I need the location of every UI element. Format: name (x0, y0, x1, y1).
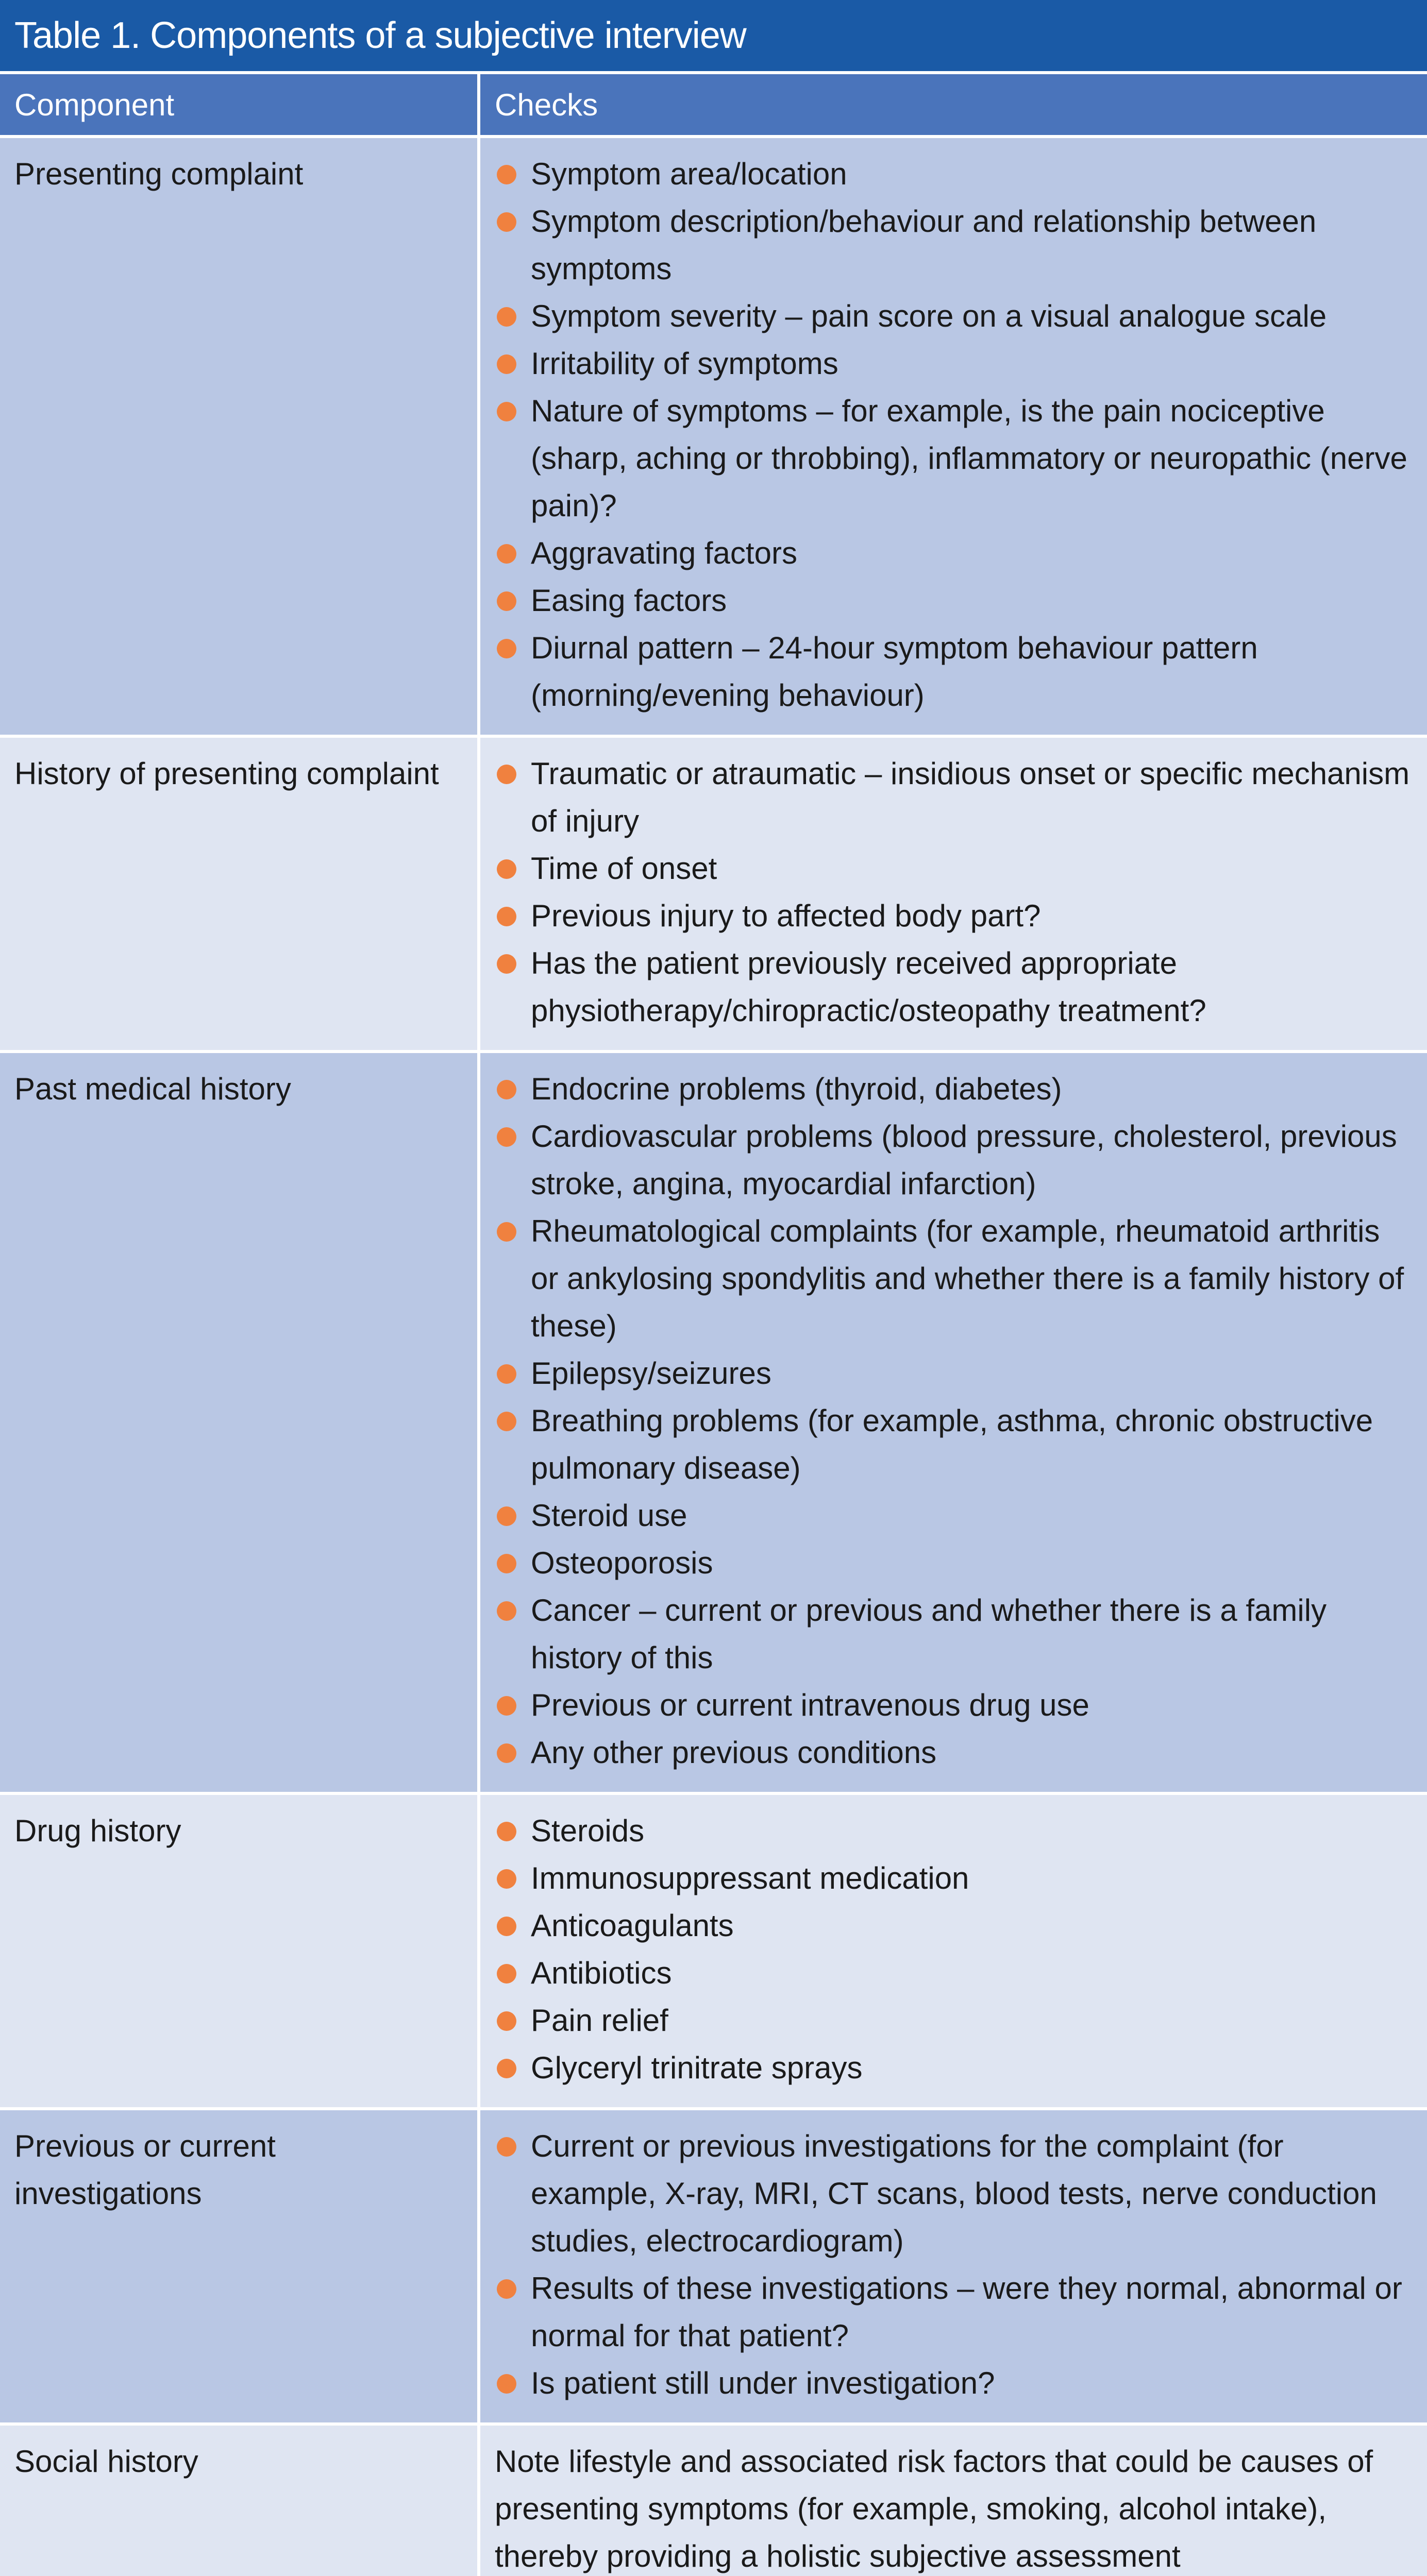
bullet-dot-icon (497, 1822, 516, 1841)
check-item-text: Symptom area/location (531, 157, 847, 191)
check-item (495, 2044, 1413, 2092)
checks-cell (477, 2426, 1427, 2576)
component-cell: Drug history (14, 1814, 181, 1848)
check-item (495, 150, 1413, 198)
bullet-dot-icon (497, 907, 516, 926)
bullet-dot-icon (497, 2011, 516, 2031)
check-item (495, 2360, 1413, 2407)
check-item (495, 1397, 1413, 1492)
checks-cell (477, 1795, 1427, 2107)
check-item-text: Symptom severity – pain score on a visual analogue scale (531, 299, 1327, 333)
bullet-dot-icon (497, 2374, 516, 2394)
check-item-text: Epilepsy/seizures (531, 1356, 771, 1391)
check-item-text: Time of onset (531, 851, 717, 886)
check-item (495, 340, 1413, 387)
check-item (495, 577, 1413, 624)
table-title: Table 1. Components of a subjective interview (0, 0, 1427, 71)
check-item (495, 2265, 1413, 2360)
check-item (495, 1950, 1413, 1997)
check-item (495, 2123, 1413, 2265)
bullet-dot-icon (497, 212, 516, 232)
check-item (495, 1492, 1413, 1539)
table-row (0, 2422, 1427, 2576)
check-item (495, 845, 1413, 892)
bullet-dot-icon (497, 544, 516, 564)
check-item (495, 1997, 1413, 2044)
table-body (0, 135, 1427, 2576)
check-item-text: Diurnal pattern – 24-hour symptom behaviour pattern (morning/evening behaviour) (531, 631, 1258, 713)
check-item-text: Traumatic or atraumatic – insidious onset or specific mechanism of injury (531, 756, 1410, 838)
bullet-dot-icon (497, 859, 516, 879)
check-item-text: Immunosuppressant medication (531, 1861, 969, 1895)
check-item (495, 750, 1413, 845)
header-component: Component (14, 87, 175, 122)
check-item-text: Endocrine problems (thyroid, diabetes) (531, 1072, 1062, 1106)
check-item-text: Antibiotics (531, 1956, 672, 1990)
checks-list (495, 150, 1413, 719)
check-item-text: Results of these investigations – were they normal, abnormal or normal for that patient? (531, 2271, 1402, 2353)
bullet-dot-icon (497, 1412, 516, 1431)
check-item (495, 624, 1413, 719)
check-item-text: Cancer – current or previous and whether there is a family history of this (531, 1593, 1327, 1675)
checks-list (495, 2123, 1413, 2407)
bullet-dot-icon (497, 307, 516, 327)
table-row (0, 1050, 1427, 1792)
header-checks: Checks (477, 74, 1427, 135)
check-item-text: Aggravating factors (531, 536, 797, 570)
table-row (0, 1792, 1427, 2107)
check-item (495, 892, 1413, 940)
bullet-dot-icon (497, 1506, 516, 1526)
check-item-text: Irritability of symptoms (531, 346, 838, 381)
check-item-text: Previous or current intravenous drug use (531, 1688, 1089, 1722)
component-cell: Previous or current investigations (14, 2129, 276, 2211)
bullet-dot-icon (497, 591, 516, 611)
check-item (495, 1729, 1413, 1776)
check-item (495, 1208, 1413, 1350)
table-row (0, 735, 1427, 1050)
bullet-dot-icon (497, 1222, 516, 1242)
check-item (495, 387, 1413, 530)
check-item (495, 1807, 1413, 1855)
check-item-text: Has the patient previously received appropriate physiotherapy/chiropractic/osteopathy treatment? (531, 946, 1206, 1028)
check-item (495, 1539, 1413, 1587)
check-item-text: Steroids (531, 1814, 645, 1848)
check-item-text: Osteoporosis (531, 1546, 713, 1580)
check-item-text: Symptom description/behaviour and relationship between symptoms (531, 204, 1317, 286)
checks-cell (477, 1053, 1427, 1792)
check-item-text: Steroid use (531, 1498, 687, 1533)
bullet-dot-icon (497, 765, 516, 784)
check-item (495, 1682, 1413, 1729)
components-table (0, 74, 1427, 2576)
check-item-text: Pain relief (531, 2003, 668, 2038)
check-item (495, 1065, 1413, 1113)
check-item (495, 940, 1413, 1035)
bullet-dot-icon (497, 402, 516, 421)
checks-list (495, 750, 1413, 1035)
check-item (495, 1855, 1413, 1902)
bullet-dot-icon (497, 1601, 516, 1621)
check-item (495, 198, 1413, 293)
bullet-dot-icon (497, 1127, 516, 1147)
table-header-row (0, 74, 1427, 135)
bullet-dot-icon (497, 2279, 516, 2299)
check-item-text: Rheumatological complaints (for example, rheumatoid arthritis or ankylosing spondylitis and whether there is a family history of these) (531, 1214, 1404, 1343)
bullet-dot-icon (497, 954, 516, 974)
check-item-text: Anticoagulants (531, 1908, 734, 1943)
bullet-dot-icon (497, 1743, 516, 1763)
check-item-text: Any other previous conditions (531, 1735, 937, 1770)
bullet-dot-icon (497, 165, 516, 184)
check-item-text: Easing factors (531, 583, 727, 618)
check-item-text: Previous injury to affected body part? (531, 899, 1041, 933)
check-item-text: Cardiovascular problems (blood pressure, cholesterol, previous stroke, angina, myocardial infarction) (531, 1119, 1397, 1201)
bullet-dot-icon (497, 639, 516, 658)
bullet-dot-icon (497, 1080, 516, 1099)
component-cell: Social history (14, 2444, 198, 2479)
check-item-text: Is patient still under investigation? (531, 2366, 995, 2400)
bullet-dot-icon (497, 1696, 516, 1716)
bullet-dot-icon (497, 1869, 516, 1889)
component-cell: History of presenting complaint (14, 756, 439, 791)
component-cell: Presenting complaint (14, 157, 304, 191)
bullet-dot-icon (497, 2059, 516, 2078)
check-item (495, 1350, 1413, 1397)
component-cell: Past medical history (14, 1072, 291, 1106)
checks-intro-text: Note lifestyle and associated risk factors that could be causes of presenting symptoms (for example, smoking, alcohol intake), thereby providing a holistic subjective assessment (495, 2444, 1373, 2573)
check-item-text: Nature of symptoms – for example, is the pain nociceptive (sharp, aching or throbbing), inflammatory or neuropathic (nerve pain)? (531, 394, 1407, 523)
table-row (0, 2107, 1427, 2422)
check-item-text: Glyceryl trinitrate sprays (531, 2050, 863, 2085)
check-item (495, 1113, 1413, 1208)
check-item (495, 1587, 1413, 1682)
bullet-dot-icon (497, 1964, 516, 1984)
checks-cell (477, 738, 1427, 1050)
bullet-dot-icon (497, 354, 516, 374)
bullet-dot-icon (497, 1364, 516, 1384)
table-row (0, 135, 1427, 735)
checks-cell (477, 138, 1427, 735)
checks-list (495, 1065, 1413, 1776)
check-item-text: Current or previous investigations for the complaint (for example, X-ray, MRI, CT scans, blood tests, nerve conduction studies, electrocardiogram) (531, 2129, 1377, 2258)
checks-cell (477, 2110, 1427, 2422)
check-item-text: Breathing problems (for example, asthma, chronic obstructive pulmonary disease) (531, 1403, 1373, 1485)
check-item (495, 293, 1413, 340)
bullet-dot-icon (497, 1917, 516, 1936)
bullet-dot-icon (497, 2137, 516, 2157)
check-item (495, 1902, 1413, 1950)
check-item (495, 530, 1413, 577)
checks-list (495, 1807, 1413, 2092)
bullet-dot-icon (497, 1554, 516, 1573)
